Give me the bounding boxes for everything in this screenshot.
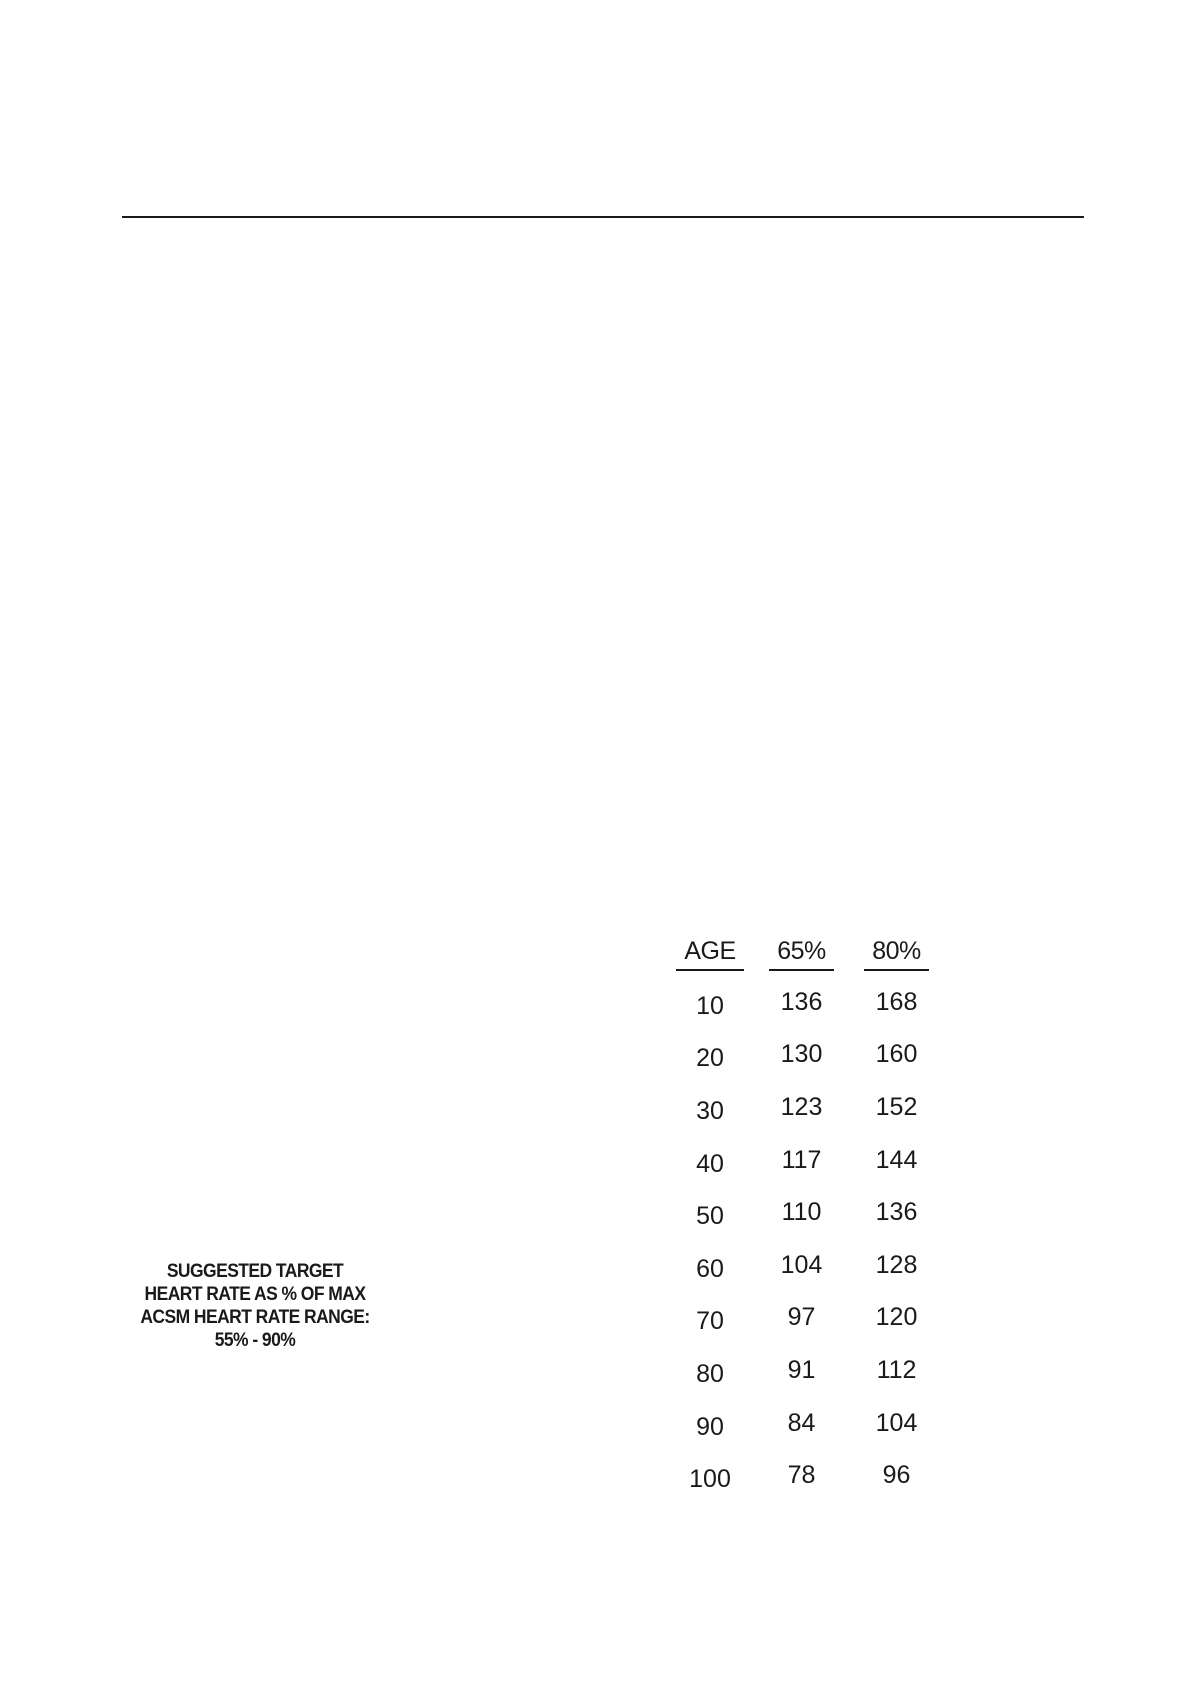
note-line: ACSM HEART RATE RANGE: [140, 1307, 370, 1328]
table-cell: 128 [875, 1250, 918, 1279]
table-cell: 120 [875, 1303, 918, 1332]
table-cell: 40 [696, 1149, 724, 1178]
table-row [670, 1186, 940, 1239]
table-cell: 50 [696, 1202, 724, 1231]
table-row [670, 1344, 940, 1397]
table-row [670, 1292, 940, 1345]
table-cell: 160 [875, 1040, 918, 1069]
table-cell: 100 [689, 1465, 731, 1494]
horizontal-rule [122, 216, 1084, 218]
table-row [670, 1397, 940, 1450]
table-cell: 84 [787, 1408, 816, 1437]
table-cell: 91 [787, 1355, 816, 1384]
heart-rate-table [670, 936, 940, 1502]
table-cell: 80 [696, 1359, 724, 1388]
header-label: 80% [864, 936, 929, 971]
header-cell-80 [853, 936, 940, 972]
table-cell: 112 [876, 1355, 917, 1384]
table-row [670, 976, 940, 1029]
table-row [670, 1029, 940, 1082]
table-row [670, 1239, 940, 1292]
table-cell: 152 [875, 1092, 918, 1121]
table-cell: 123 [780, 1092, 823, 1121]
table-cell: 168 [875, 987, 918, 1016]
table-cell: 60 [696, 1254, 724, 1283]
header-cell-age [670, 936, 750, 972]
table-cell: 117 [781, 1145, 822, 1174]
target-heart-rate-note [131, 1260, 379, 1352]
table-row [670, 1449, 940, 1502]
table-cell: 130 [780, 1040, 823, 1069]
table-cell: 10 [696, 991, 724, 1020]
table-row [670, 1134, 940, 1187]
table-cell: 110 [781, 1198, 822, 1227]
table-body [670, 972, 940, 1502]
table-cell: 70 [696, 1307, 724, 1336]
table-header [670, 936, 940, 972]
note-line: SUGGESTED TARGET [166, 1261, 344, 1282]
table-cell: 96 [882, 1461, 911, 1490]
table-cell: 136 [780, 987, 823, 1016]
header-label: AGE [676, 936, 743, 971]
table-cell: 90 [696, 1412, 724, 1441]
table-row [670, 1081, 940, 1134]
table-cell: 144 [875, 1145, 918, 1174]
header-cell-65 [750, 936, 853, 972]
table-cell: 30 [696, 1096, 724, 1125]
note-line: 55% - 90% [214, 1330, 296, 1351]
table-cell: 97 [787, 1303, 816, 1332]
header-label: 65% [769, 936, 834, 971]
table-cell: 78 [787, 1461, 816, 1490]
table-cell: 136 [875, 1198, 918, 1227]
table-cell: 20 [696, 1044, 724, 1073]
table-cell: 104 [875, 1408, 918, 1437]
note-line: HEART RATE AS % OF MAX [144, 1284, 366, 1305]
table-cell: 104 [780, 1250, 823, 1279]
